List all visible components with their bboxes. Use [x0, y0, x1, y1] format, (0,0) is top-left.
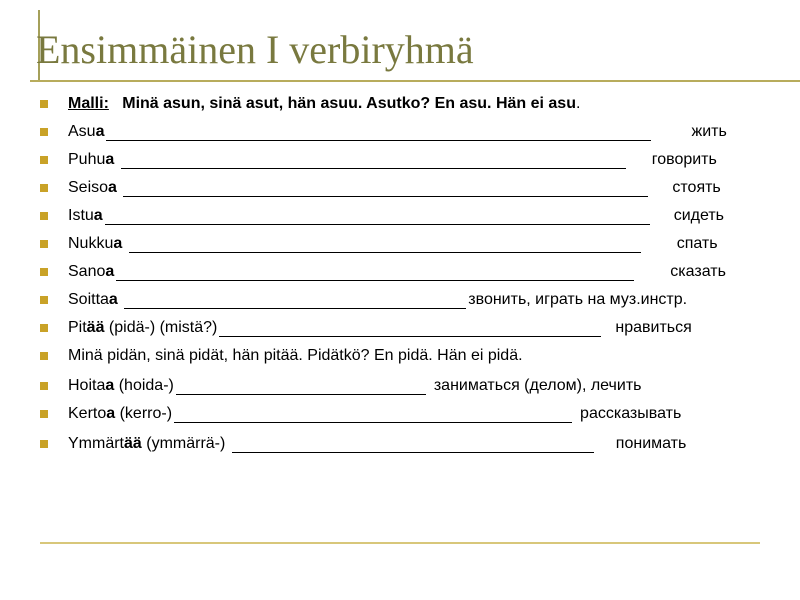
verb-stem: Puhu	[68, 151, 106, 168]
verb-ending: a	[108, 291, 118, 308]
list-item	[40, 260, 726, 284]
verb-stem: Pit	[68, 319, 87, 336]
list-item	[40, 288, 687, 312]
verb-stem: Seiso	[68, 179, 109, 196]
verb-stem: Sano	[68, 263, 106, 280]
translation: спать	[676, 235, 718, 252]
bullet-icon	[40, 184, 48, 192]
verb-ending: a	[108, 179, 117, 196]
verb-extra: (pidä-) (mistä?)	[104, 319, 218, 336]
verb-extra: (kerro-)	[115, 405, 173, 422]
list-item	[40, 316, 692, 340]
verb-ending: a	[105, 377, 115, 394]
verb-stem: Kerto	[68, 405, 107, 422]
list-item	[40, 232, 718, 256]
verb-ending: a	[113, 235, 123, 252]
verb-stem: Istu	[68, 207, 94, 224]
blank-line	[124, 292, 466, 309]
blank-line	[129, 236, 641, 253]
list-item	[40, 432, 686, 456]
blank-line	[232, 436, 594, 453]
slide-title: Ensimmäinen I verbiryhmä	[36, 27, 474, 72]
verb-stem: Asu	[68, 123, 96, 140]
verb-ending: a	[105, 263, 115, 280]
title-rule	[30, 80, 800, 82]
verb-stem: Nukku	[68, 235, 114, 252]
list-item	[40, 402, 681, 426]
bullet-icon	[40, 128, 48, 136]
verb-ending: a	[106, 405, 116, 422]
blank-line	[106, 124, 651, 141]
translation: сказать	[670, 263, 726, 280]
blank-line	[116, 264, 634, 281]
bullet-icon	[40, 410, 48, 418]
bullet-icon	[40, 268, 48, 276]
translation: стоять	[672, 179, 721, 196]
verb-extra: (ymmärrä-)	[141, 435, 226, 452]
translation: звонить, играть на муз.инстр.	[468, 291, 688, 308]
conjugation-example: Minä pidän, sinä pidät, hän pitää. Pidätkö? En pidä. Hän ei pidä.	[68, 347, 523, 364]
bullet-icon	[40, 212, 48, 220]
list-item	[40, 204, 724, 228]
verb-stem: Hoita	[68, 377, 106, 394]
list-item-malli	[40, 92, 580, 116]
translation: рассказывать	[580, 405, 682, 422]
verb-ending: ää	[86, 319, 105, 336]
blank-line	[219, 320, 601, 337]
bullet-icon	[40, 324, 48, 332]
verb-ending: a	[95, 123, 105, 140]
malli-text: Minä asun, sinä asut, hän asuu. Asutko? En asu. Hän ei asu	[122, 95, 576, 112]
translation: нравиться	[615, 319, 692, 336]
translation: сидеть	[673, 207, 725, 224]
list-item	[40, 176, 721, 200]
translation: понимать	[615, 435, 687, 452]
verb-stem: Ymmärt	[68, 435, 124, 452]
blank-line	[121, 152, 626, 169]
verb-stem: Soitta	[68, 291, 109, 308]
list-item	[40, 374, 641, 398]
blank-line	[105, 208, 650, 225]
bullet-icon	[40, 296, 48, 304]
blank-line	[176, 378, 426, 395]
verb-ending: ää	[124, 435, 142, 452]
malli-end: .	[575, 95, 581, 112]
footer-rule	[40, 542, 760, 544]
verb-ending: a	[105, 151, 115, 168]
malli-label: Malli:	[68, 95, 109, 112]
bullet-icon	[40, 100, 48, 108]
bullet-icon	[40, 440, 48, 448]
translation: жить	[691, 123, 727, 140]
list-item-conjugation	[40, 344, 523, 368]
translation: говорить	[651, 151, 717, 168]
bullet-icon	[40, 352, 48, 360]
list-item	[40, 120, 727, 144]
verb-ending: a	[93, 207, 103, 224]
bullet-icon	[40, 382, 48, 390]
bullet-icon	[40, 240, 48, 248]
list-item	[40, 148, 717, 172]
blank-line	[174, 406, 572, 423]
blank-line	[123, 180, 648, 197]
verb-extra: (hoida-)	[114, 377, 174, 394]
bullet-icon	[40, 156, 48, 164]
translation: заниматься (делом), лечить	[433, 377, 642, 394]
